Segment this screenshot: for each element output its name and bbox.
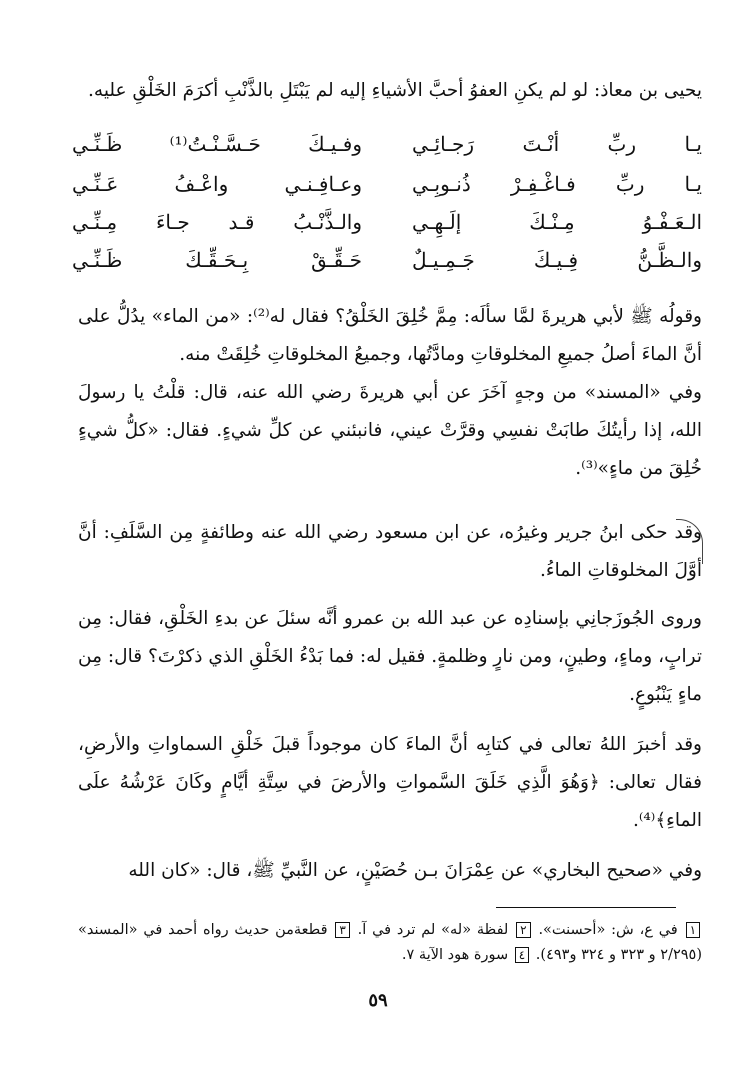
footnotes xyxy=(78,918,702,968)
footnote-number: ٤ xyxy=(515,947,529,963)
poem-hemistich: وعـافِـنـي واعْـفُ عَـنِّـي xyxy=(72,172,362,196)
page-number: ٥٩ xyxy=(368,990,388,1011)
footnote-text: لفظة «له» لم ترد في آ. xyxy=(357,922,509,938)
poem-hemistich: والـذَّنْـبُ قـد جـاءَ مِـنِّـي xyxy=(72,210,362,234)
poem-hemistich: والـظَّـنُّ فِـيـكَ جَـمِـيـلٌ xyxy=(412,248,702,272)
footnote-text: سورة هود الآية ٧. xyxy=(401,947,509,963)
poem-verse-1 xyxy=(72,132,702,166)
paragraph-quran: وقد أخبرَ اللهُ تعالى في كتابِه أنَّ الماءَ كان موجوداً قبلَ خَلْقِ السماواتِ والأرضِ، فقال تعالى: ﴿وَهُوَ الَّذِي خَلَقَ السَّمواتِ والأرضَ في سِتَّةِ أيَّامٍ وكَانَ عَرْشُهُ علَى الماءِ﴾⁽⁴⁾. xyxy=(78,734,702,831)
footnote-text: قطعةمن حديث رواه أحمد في «المسند» (٢/٢٩٥ و ٣٢٣ و ٣٢٤ و٤٩٣). xyxy=(78,922,702,963)
poem-hemistich: الـعَـفْـوُ مِـنْـكَ إلَـهِـي xyxy=(412,210,702,234)
footnote-text: في ع، ش: «أحسنت». xyxy=(538,922,678,938)
paragraph-bukhari: وفي «صحيح البخاري» عن عِمْرَانَ بـن حُصَيْنٍ، عن النَّبيِّ ﷺ، قال: «كان الله xyxy=(128,860,702,881)
paragraph-abu-hurayra: وقولُه ﷺ لأبي هريرةَ لمَّا سألَه: مِمَّ خُلِقَ الخَلْقُ؟ فقال له⁽²⁾: «من الماء» يدُلُّ على أنَّ الماءَ أصلُ جميعِ المخلوقاتِ ومادَّتُها، وجميعُ المخلوقاتِ خُلِقَتْ منه. xyxy=(78,306,702,365)
paragraph-jawzajani: وروى الجُوزَجانِي بإسنادِه عن عبد الله بن عمرو أنَّه سئلَ عن بدءِ الخَلْقِ، فقال: مِن ترابٍ، وماءٍ، وطينٍ، ومن نارٍ وظلمةٍ. فقيل له: فما بَدْءُ الخَلْقِ الذي ذكرْتَ؟ قال: مِن ماءٍ يَنْبُوعٍ. xyxy=(78,608,702,705)
footnote-number: ١ xyxy=(686,922,700,938)
paragraph-musnad: وفي «المسند» من وجهٍ آخَرَ عن أبي هريرةَ رضي الله عنه، قال: قلْتُ يا رسولَ الله، إذا رأيتُكَ طابَتْ نفسِي وقرَّتْ عيني، فانبئني عن كلِّ شيءٍ. فقال: «كلُّ شيءٍ خُلِقَ من ماءٍ»⁽³⁾. xyxy=(78,382,702,479)
footnote-divider xyxy=(496,907,676,908)
footnote-number: ٢ xyxy=(516,922,530,938)
poem-hemistich: وفـيـكَ حَـسَّـنْـتُ⁽¹⁾ ظَـنِّـي xyxy=(72,132,362,156)
poem-verse-2 xyxy=(72,172,702,206)
footnote-number: ٣ xyxy=(335,922,349,938)
paragraph-ibn-jarir: وقد حكى ابنُ جرير وغيرُه، عن ابن مسعود رضي الله عنه وطائفةٍ مِن السَّلَفِ: أنَّ أوَّلَ المخلوقاتِ الماءُ. xyxy=(78,522,702,581)
poem-verse-3 xyxy=(72,210,702,244)
intro-paragraph: يحيى بن معاذ: لو لم يكنِ العفوُ أحبَّ الأشياءِ إليه لم يَبْتَلِ بالذَّنْبِ أكرَمَ الخَلْقِ عليه. xyxy=(88,80,702,101)
poem-hemistich: يـا ربِّ أنْـتَ رَجـائِـي xyxy=(412,132,702,156)
poem-hemistich: حَـقِّـقْ بِـحَـقِّـكَ ظَـنِّـي xyxy=(72,248,362,272)
poem-verse-4 xyxy=(72,248,702,282)
poem-hemistich: يـا ربِّ فـاغْـفِـرْ ذُنـوبِـي xyxy=(412,172,702,196)
